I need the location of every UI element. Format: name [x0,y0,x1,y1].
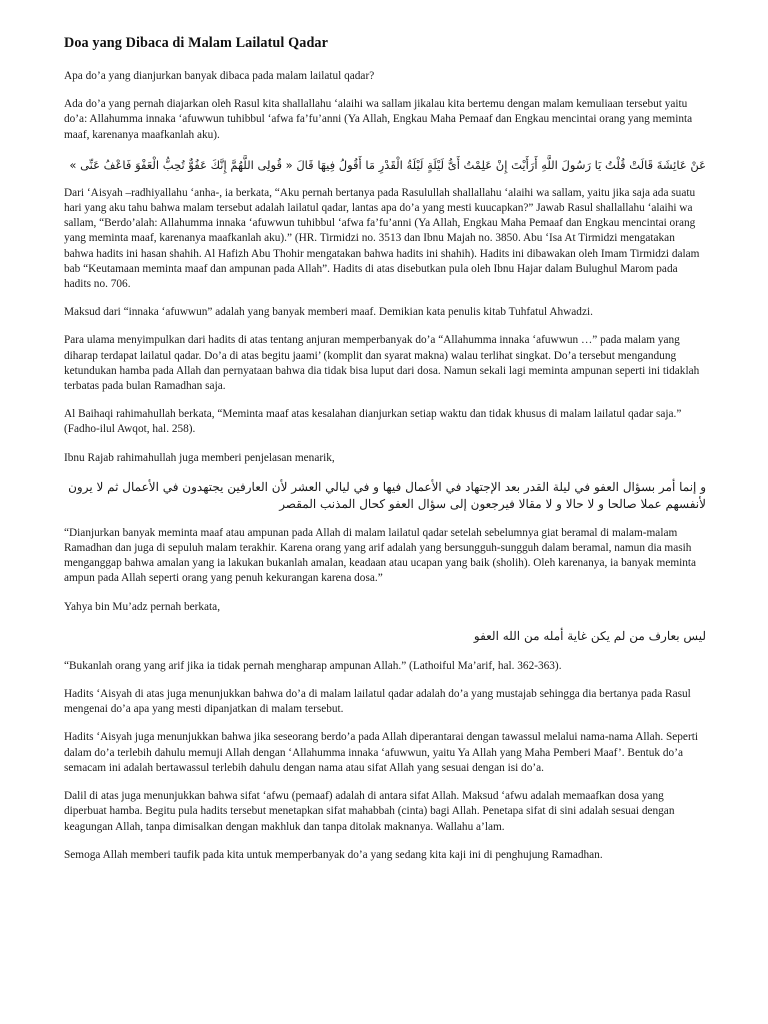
document-title: Doa yang Dibaca di Malam Lailatul Qadar [64,35,329,51]
paragraph-yahya-translation: “Bukanlah orang yang arif jika ia tidak pernah mengharap ampunan Allah.” (Lathoiful Ma’arif, hal. 362-363). [64,659,562,672]
paragraph-tawassul: Hadits ‘Aisyah juga menunjukkan bahwa jika seseorang berdo’a pada Allah diperantarai dengan tawassul melalui nama-nama Allah. Seperti dalam do’a terlebih dahulu memuji Allah dengan ‘Allahumma innaka ‘afuwwun, yaitu Ya Allah yang Maha Pemberi Maaf’. Bentuk do’a semacam ini adalah bertawassul terlebih dahulu dengan nama atau sifat Allah yang sesuai dengan isi do’a. [64,731,698,774]
paragraph-ibnu-rajab-translation: “Dianjurkan banyak meminta maaf atau ampunan pada Allah di malam lailatul qadar setelah sebelumnya giat beramal di malam-malam Ramadhan dan juga di sepuluh malam terakhir. Karena orang yang arif adalah yang bersungguh-sungguh dalam beramal, namun dia masih menganggap bahwa amalan yang ia lakukan bukanlah amalan, keadaan atau ucapan yang baik (sholih). Oleh karenanya, ia banyak meminta ampun pada Allah seperti orang yang penuh kekurangan karena dosa.” [64,526,697,585]
paragraph-ibnu-rajab-intro: Ibnu Rajab rahimahullah juga memberi penjelasan menarik, [64,451,335,464]
paragraph-yahya-intro: Yahya bin Mu’adz pernah berkata, [64,600,221,613]
arabic-yahya-text: ليس بعارف من لم يكن غاية أمله من الله العفو [473,628,706,643]
paragraph-question: Apa do’a yang dianjurkan banyak dibaca pada malam lailatul qadar? [64,70,375,82]
paragraph-sifat-afwu: Dalil di atas juga menunjukkan bahwa sifat ‘afwu (pemaaf) adalah di antara sifat Allah. Maksud ‘afwu adalah memaafkan dosa yang diperbuat hamba. Begitu pula hadits tersebut menetapkan sifat mahabbah (cinta) bagi Allah. Penetapa sifat di sini adalah sesuai dengan keagungan Allah, tanpa dimisalkan dengan makhluk dan tanpa ditolak maknanya. Wallahu a’lam. [64,790,675,833]
paragraph-closing: Semoga Allah memberi taufik pada kita untuk memperbanyak do’a yang sedang kita kaji ini di penghujung Ramadhan. [64,848,603,861]
document-page [64,34,706,876]
paragraph-hadith-translation: Dari ‘Aisyah –radhiyallahu ‘anha-, ia berkata, “Aku pernah bertanya pada Rasulullah shallallahu ‘alaihi wa sallam, yaitu jika saja ada suatu hari yang aku tahu bahwa malam tersebut adalah lailatul qadar, lantas apa do’a yang mesti kuucapkan?” Jawab Rasul shallallahu ‘alaihi wa sallam, “Berdo’alah: Allahumma innaka ‘afuwwun tuhibbul ‘afwa fa’fu’anni (Ya Allah, Engkau Maha Pemaaf dan Engkau mencintai orang yang meminta maaf, karenanya maafkanlah aku).” (HR. Tirmidzi no. 3513 dan Ibnu Majah no. 3850. Abu ‘Isa At Tirmidzi mengatakan bahwa hadits ini hasan shahih. Al Hafizh Abu Thohir mengatakan bahwa hadits ini shahih). Hadits ini dibawakan oleh Imam Tirmidzi dalam bab “Keutamaan meminta maaf dan ampunan pada Allah”. Hadits di atas disebutkan pula oleh Ibnu Hajar dalam Bulughul Marom pada hadits no. 706. [64,186,700,291]
paragraph-mustajab: Hadits ‘Aisyah di atas juga menunjukkan bahwa do’a di malam lailatul qadar adalah do’a yang mustajab sehingga dia bertanya pada Rasul mengenai do’a apa yang mesti dipanjatkan di malam tersebut. [64,688,691,716]
arabic-hadith-text: عَنْ عَائِشَةَ قَالَتْ قُلْتُ يَا رَسُولَ اللَّهِ أَرَأَيْتَ إِنْ عَلِمْتُ أَىُّ لَيْلَةٍ لَيْلَةُ الْقَدْرِ مَا أَقُولُ فِيهَا قَالَ « قُولِى اللَّهُمَّ إِنَّكَ عَفُوٌّ تُحِبُّ الْعَفْوَ فَاعْفُ عَنِّى » [69,157,706,172]
paragraph-innaka-afuwwun: Maksud dari “innaka ‘afuwwun” adalah yang banyak memberi maaf. Demikian kata penulis kitab Tuhfatul Ahwadzi. [64,306,593,319]
paragraph-al-baihaqi: Al Baihaqi rahimahullah berkata, “Meminta maaf atas kesalahan dianjurkan setiap waktu dan tidak khusus di malam lailatul qadar saja.” (Fadho-ilul Awqot, hal. 258). [64,408,682,436]
paragraph-doa-intro: Ada do’a yang pernah diajarkan oleh Rasul kita shallallahu ‘alaihi wa sallam jikalau kita bertemu dengan malam kemuliaan tersebut yaitu do’a: Allahumma innaka ‘afuwwun tuhibbul ‘afwa fa’fu’anni (Ya Allah, Engkau Maha Pemaaf dan Engkau mencintai orang yang meminta maaf, karenanya maafkanlah aku). [64,98,693,141]
paragraph-ulama-conclusion: Para ulama menyimpulkan dari hadits di atas tentang anjuran memperbanyak do’a “Allahumma innaka ‘afuwwun …” pada malam yang diharap terdapat lailatul qadar. Do’a di atas begitu jaami’ (komplit dan syarat makna) walau terlihat singkat. Do’a tersebut mengandung ketundukan hamba pada Allah dan pernyataan bahwa dia tidak bisa luput dari dosa. Namun sekali lagi meminta ampunan seperti ini tidaklah terbatas pada bulan Ramadhan saja. [64,334,700,393]
arabic-ibnu-rajab-text: و إنما أمر بسؤال العفو في ليلة القدر بعد الإجتهاد في الأعمال فيها و في ليالي العشر لأن العارفين يجتهدون في الأعمال ثم لا يرون لأنفسهم عملا صالحا و لا حالا و لا مقالا فيرجعون إلى سؤال العفو كحال المذنب المقصر [68,479,706,511]
